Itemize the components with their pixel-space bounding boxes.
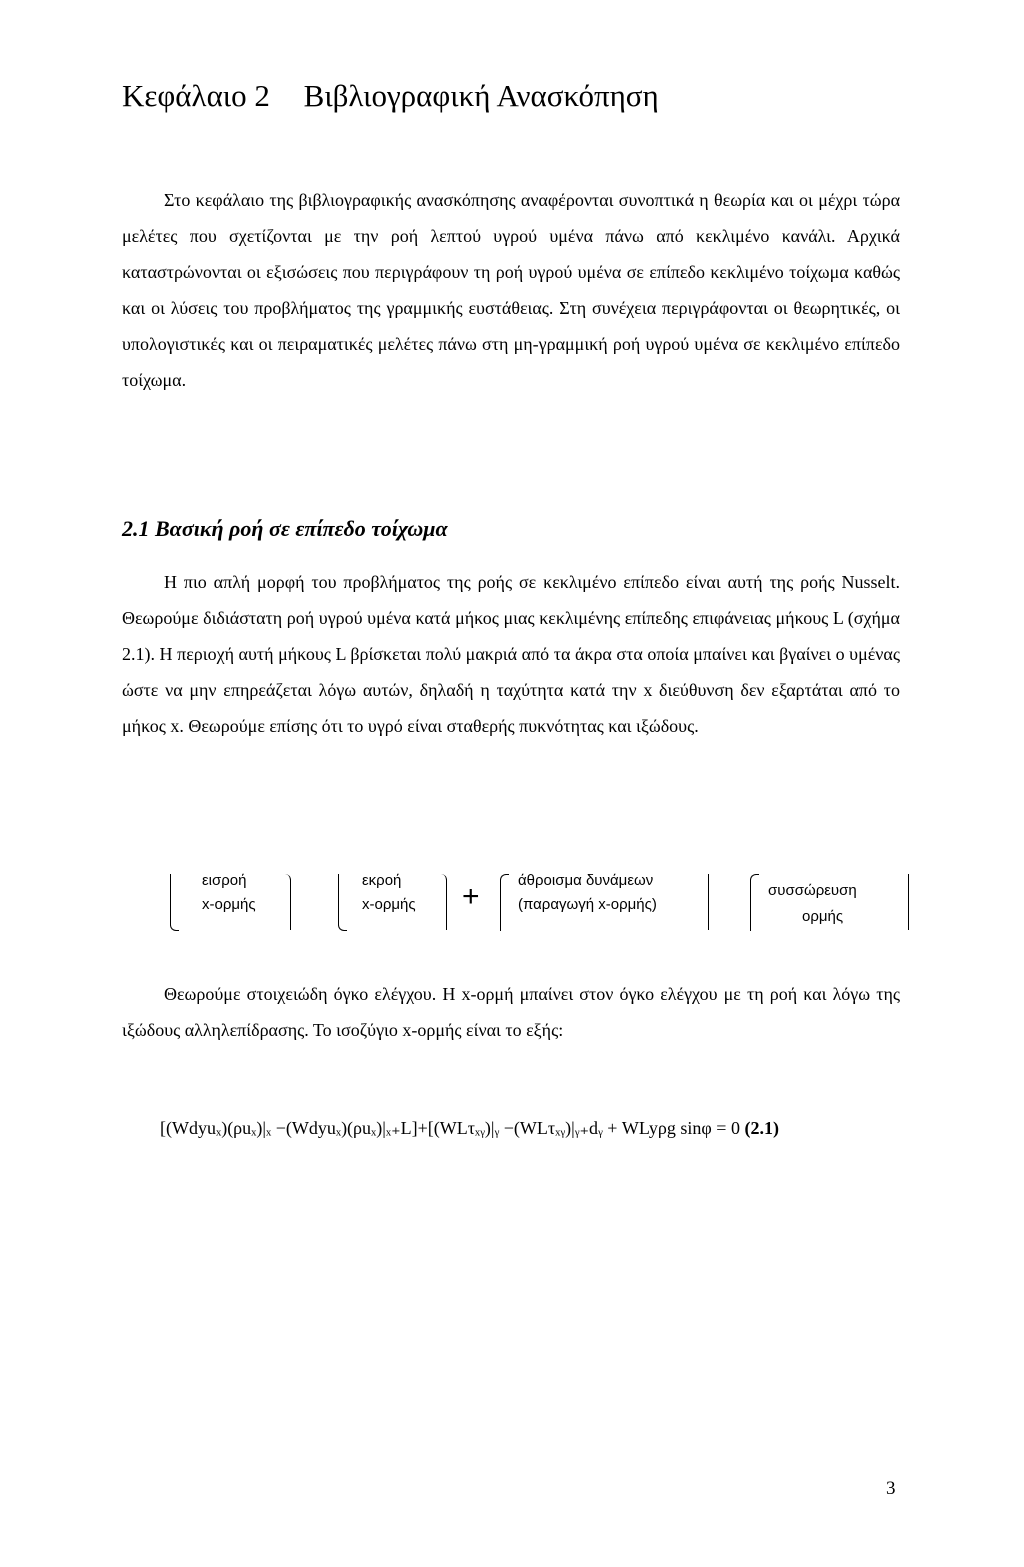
forces-label-1: άθροισμα δυνάμεων (518, 872, 654, 889)
section-paragraph: Η πιο απλή μορφή του προβλήματος της ροής σε κεκλιμένο επίπεδο είναι αυτή της ροής Nusselt. Θεωρούμε διδιάστατη ροή υγρού υμένα κατά μήκος μιας κεκλιμένης επίπεδης επιφάνειας μήκους L (σχήμα 2.1). Η περιοχή αυτή μήκους L βρίσκεται πολύ μακριά από τα άκρα στα οποία μπαίνει και βγαίνει ο υμένας ώστε να μην επηρεάζεται λόγω αυτών, δηλαδή η ταχύτητα κατά την x διεύθυνση δεν εξαρτάται από το μήκος x. Θεωρούμε επίσης ότι το υγρό είναι σταθερής πυκνότητας και ιξώδους. (122, 572, 900, 736)
forces-label-2: (παραγωγή x-ορμής) (518, 896, 657, 913)
outflow-label-1: εκροή (362, 872, 402, 889)
momentum-balance-diagram (170, 866, 930, 936)
momentum-equation (160, 1118, 779, 1139)
page-number: 3 (886, 1478, 896, 1499)
plus-sign: + (462, 880, 480, 913)
accumulation-label-1: συσσώρευση (768, 882, 857, 899)
section-title: 2.1 Βασική ροή σε επίπεδο τοίχωμα (122, 516, 448, 541)
accumulation-label-2: ορμής (802, 908, 844, 925)
inflow-label-1: εισροή (202, 872, 247, 889)
chapter-number: Κεφάλαιο 2 (122, 78, 270, 113)
forces-term (500, 866, 710, 932)
equation-number: (2.1) (744, 1118, 779, 1138)
equation-body: [(Wdyuₓ)(ρuₓ)|ₓ −(Wdyuₓ)(ρuₓ)|ₓ₊L]+[(WLτₓᵧ)|ᵧ −(WLτₓᵧ)|ᵧ₊dᵧ + WLyρg sinφ = 0 (160, 1118, 740, 1138)
inflow-label-2: x-ορμής (202, 896, 256, 913)
inflow-term (170, 866, 280, 932)
chapter-heading (122, 78, 659, 114)
chapter-title: Βιβλιογραφική Ανασκόπηση (303, 78, 659, 113)
intro-paragraph: Στο κεφάλαιο της βιβλιογραφικής ανασκόπησης αναφέρονται συνοπτικά η θεωρία και οι μέχρι τώρα μελέτες που σχετίζονται με την ροή λεπτού υγρού υμένα πάνω από κεκλιμένο κανάλι. Αρχικά καταστρώνονται οι εξισώσεις που περιγράφουν τη ροή υγρού υμένα σε επίπεδο κεκλιμένο τοίχωμα καθώς και οι λύσεις του προβλήματος της γραμμικής ευστάθειας. Στη συνέχεια περιγράφονται οι θεωρητικές, οι υπολογιστικές και οι πειραματικές μελέτες πάνω στη μη-γραμμική ροή υγρού υμένα σε κεκλιμένο επίπεδο τοίχωμα. (122, 190, 900, 390)
control-volume-paragraph: Θεωρούμε στοιχειώδη όγκο ελέγχου. Η x-ορμή μπαίνει στον όγκο ελέγχου με τη ροή και λόγω της ιξώδους αλληλεπίδρασης. Το ισοζύγιο x-ορμής είναι το εξής: (122, 984, 900, 1040)
outflow-term (338, 866, 448, 932)
accumulation-term (750, 866, 910, 932)
outflow-label-2: x-ορμής (362, 896, 416, 913)
